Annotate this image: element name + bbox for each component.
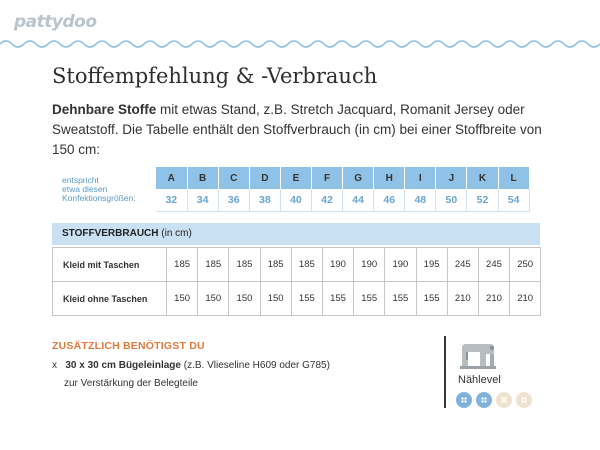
table-cell: 155: [416, 282, 447, 316]
size-letter-row: [52, 167, 529, 189]
size-number: 40: [280, 189, 311, 211]
table-row: [53, 282, 541, 316]
intro-text: [52, 100, 562, 160]
size-letter: C: [218, 167, 249, 189]
table-cell: 185: [260, 248, 291, 282]
size-number: 54: [498, 189, 529, 211]
row-label: Kleid ohne Taschen: [53, 282, 167, 316]
size-letter: H: [374, 167, 405, 189]
size-number: 32: [156, 189, 187, 211]
extra-heading: ZUSÄTZLICH BENÖTIGST DU: [52, 340, 205, 352]
table-cell: 190: [354, 248, 385, 282]
table-cell: 245: [447, 248, 478, 282]
size-number: 52: [467, 189, 498, 211]
size-letter: J: [436, 167, 467, 189]
table-cell: 150: [260, 282, 291, 316]
table-cell: 150: [198, 282, 229, 316]
table-cell: 210: [478, 282, 509, 316]
table-cell: 155: [291, 282, 322, 316]
table-cell: 190: [322, 248, 353, 282]
table-cell: 150: [229, 282, 260, 316]
size-letter: F: [311, 167, 342, 189]
table-cell: 245: [478, 248, 509, 282]
size-letter: G: [343, 167, 374, 189]
size-number: 42: [311, 189, 342, 211]
table-row: [53, 248, 541, 282]
table-cell: 185: [167, 248, 198, 282]
extra-item-note: zur Verstärkung der Belegteile: [64, 378, 198, 389]
extra-item-bold: 30 x 30 cm Bügeleinlage: [65, 360, 181, 371]
extra-item: [52, 360, 330, 371]
vertical-divider: [444, 336, 446, 408]
page-title: Stoffempfehlung & -Verbrauch: [52, 64, 378, 88]
intro-body: mit etwas Stand, z.B. Stretch Jacquard, Romanit Jersey oder Sweatstoff. Die Tabelle enthält den Stoffverbrauch (in cm) bei einer Stoffbreite von 150 cm:: [52, 102, 542, 157]
fabric-consumption-header: STOFFVERBRAUCH (in cm): [52, 223, 540, 245]
sewing-level-indicator: [456, 392, 532, 408]
level-dot: [516, 392, 532, 408]
row-label: Kleid mit Taschen: [53, 248, 167, 282]
size-letter: L: [498, 167, 529, 189]
size-number: 38: [249, 189, 280, 211]
size-number: 50: [436, 189, 467, 211]
table-cell: 185: [198, 248, 229, 282]
bullet: x: [52, 360, 57, 371]
table-cell: 185: [291, 248, 322, 282]
size-letter: I: [405, 167, 436, 189]
size-row-label: entspricht etwa diesen Konfektionsgrößen:: [62, 174, 136, 203]
size-number: 46: [374, 189, 405, 211]
table-cell: 155: [354, 282, 385, 316]
consumption-table: [52, 247, 541, 316]
table-cell: 155: [385, 282, 416, 316]
table-cell: 155: [322, 282, 353, 316]
size-number: 34: [187, 189, 218, 211]
table-cell: 210: [447, 282, 478, 316]
brand-logo: pattydoo: [14, 12, 97, 32]
size-number: 48: [405, 189, 436, 211]
size-table: [52, 167, 530, 212]
extra-item-rest: (z.B. Vlieseline H609 oder G785): [180, 360, 330, 371]
sewing-machine-icon: [456, 340, 500, 370]
level-dot: [496, 392, 512, 408]
sewing-level-label: Nählevel: [458, 374, 501, 386]
size-letter: E: [280, 167, 311, 189]
table-cell: 185: [229, 248, 260, 282]
table-cell: 250: [510, 248, 541, 282]
wave-divider: [0, 38, 600, 50]
size-number: 36: [218, 189, 249, 211]
size-letter: K: [467, 167, 498, 189]
table-cell: 210: [510, 282, 541, 316]
level-dot: [456, 392, 472, 408]
size-letter: D: [249, 167, 280, 189]
size-letter: B: [187, 167, 218, 189]
size-number: 44: [343, 189, 374, 211]
table-cell: 195: [416, 248, 447, 282]
intro-bold: Dehnbare Stoffe: [52, 102, 157, 117]
size-letter: A: [156, 167, 187, 189]
table-cell: 190: [385, 248, 416, 282]
table-cell: 150: [167, 282, 198, 316]
level-dot: [476, 392, 492, 408]
